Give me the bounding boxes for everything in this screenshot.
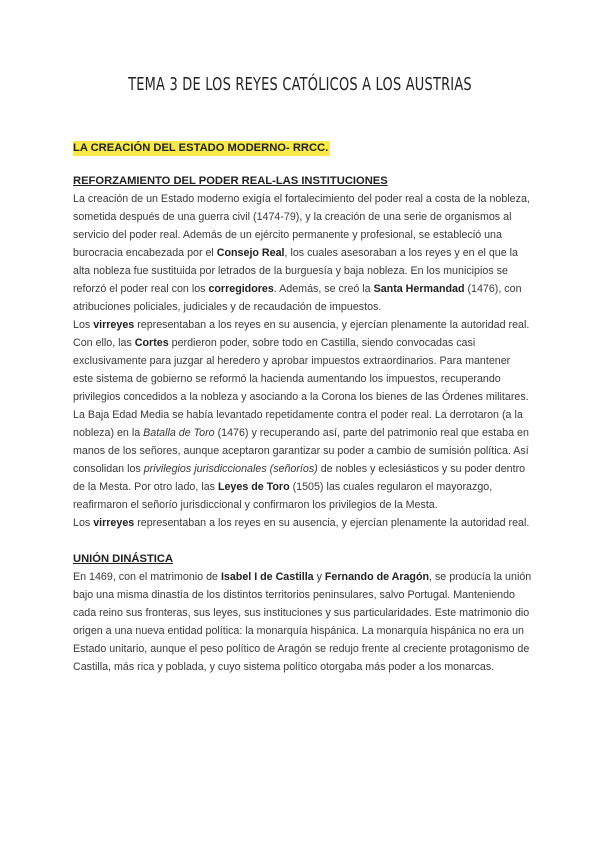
subheading-instituciones: REFORZAMIENTO DEL PODER REAL-LAS INSTITUCIONES bbox=[73, 175, 388, 187]
spacer bbox=[73, 532, 533, 550]
subheading-union-dinastica: UNIÓN DINÁSTICA bbox=[73, 553, 174, 565]
paragraph-instituciones-3 bbox=[73, 406, 533, 514]
bold-term-virreyes: virreyes bbox=[93, 517, 135, 529]
bold-term-fernando: Fernando de Aragón bbox=[324, 571, 430, 583]
text-run: representaban a los reyes en su ausencia, y ejercían plenamente la autoridad real. bbox=[134, 517, 530, 529]
text-run: Los bbox=[73, 517, 94, 529]
paragraph-instituciones-2 bbox=[73, 316, 533, 406]
bold-term-corregidores: corregidores bbox=[208, 283, 274, 295]
italic-term-privilegios: privilegios jurisdiccionales (señoríos) bbox=[143, 463, 318, 475]
bold-term-cortes: Cortes bbox=[134, 337, 169, 349]
bold-term-santa-hermandad: Santa Hermandad bbox=[373, 283, 465, 295]
text-run: perdieron poder, sobre todo en Castilla, siendo convocadas casi exclusivamente para juzgar al heredero y aprobar impuestos extraordinarios. Para mantener este sistema de gobierno se reformó la hacienda aumentando los impuestos, recuperando privilegios concedidos a la nobleza y asociando a la Corona los bienes de las Órdenes militares. bbox=[73, 337, 529, 403]
text-run: y bbox=[313, 571, 325, 583]
bold-term-isabel: Isabel I de Castilla bbox=[220, 571, 314, 583]
section-heading-highlighted: LA CREACIÓN DEL ESTADO MODERNO- RRCC. bbox=[73, 142, 329, 154]
text-run: Los bbox=[73, 319, 94, 331]
text-run: (1476), con atribuciones policiales, judiciales y de recaudación de impuestos. bbox=[73, 283, 522, 313]
bold-term-leyes-de-toro: Leyes de Toro bbox=[217, 481, 290, 493]
text-run: La Baja Edad Media se había levantado repetidamente contra el poder real. La derrotaron (a la nobleza) en la bbox=[73, 409, 523, 439]
bold-term-virreyes: virreyes bbox=[93, 319, 135, 331]
text-run: La creación de un Estado moderno exigía el fortalecimiento del poder real a costa de la nobleza, sometida después de una guerra civil (1474-79), y la creación de una serie de organismos al servicio del poder real. Además de un ejército permanente y profesional, se estableció una burocracia encabezada por el bbox=[73, 193, 530, 259]
bold-term-consejo-real: Consejo Real bbox=[216, 247, 285, 259]
text-run: (1476) y recuperando así, parte del patrimonio real que estaba en manos de los señores, aunque aceptaron garantizar su poder a cambio de sumisión política. Así consolidan los bbox=[73, 427, 529, 475]
text-run: En 1469, con el matrimonio de bbox=[73, 571, 221, 583]
text-run: , los cuales asesoraban a los reyes y en el que la alta nobleza fue sustituida por letrados de la burguesía y baja nobleza. En los municipios se reforzó el poder real con los bbox=[73, 247, 518, 295]
text-run: , se producía la unión bajo una misma dinastía de los distintos territorios peninsulares, salvo Portugal. Manteniendo cada reino sus fronteras, sus leyes, sus instituciones y sus particularidades. Este matrimonio dio origen a una nueva entidad política: la monarquía hispánica. La monarquía hispánica no era un Estado unitario, aunque el peso político de Aragón se redujo frente al creciente protagonismo de Castilla, más rica y poblada, y cuyo sistema político otorgaba más poder a los monarcas. bbox=[73, 571, 532, 673]
paragraph-instituciones-1 bbox=[73, 190, 533, 316]
italic-term-batalla-de-toro: Batalla de Toro bbox=[143, 427, 215, 439]
document-body bbox=[73, 172, 533, 676]
text-run: de nobles y eclesiásticos y su poder dentro de la Mesta. Por otro lado, las bbox=[73, 463, 526, 493]
text-run: representaban a los reyes en su ausencia, y ejercían plenamente la autoridad real. Con ello, las bbox=[73, 319, 530, 349]
text-run: (1505) las cuales regularon el mayorazgo, reafirmaron el señorío jurisdiccional y confirmaron los privilegios de la Mesta. bbox=[73, 481, 493, 511]
paragraph-union-1 bbox=[73, 568, 533, 676]
paragraph-instituciones-4 bbox=[73, 514, 533, 532]
text-run: . Además, se creó la bbox=[273, 283, 374, 295]
page-title: TEMA 3 DE LOS REYES CATÓLICOS A LOS AUSTRIAS bbox=[128, 74, 472, 95]
